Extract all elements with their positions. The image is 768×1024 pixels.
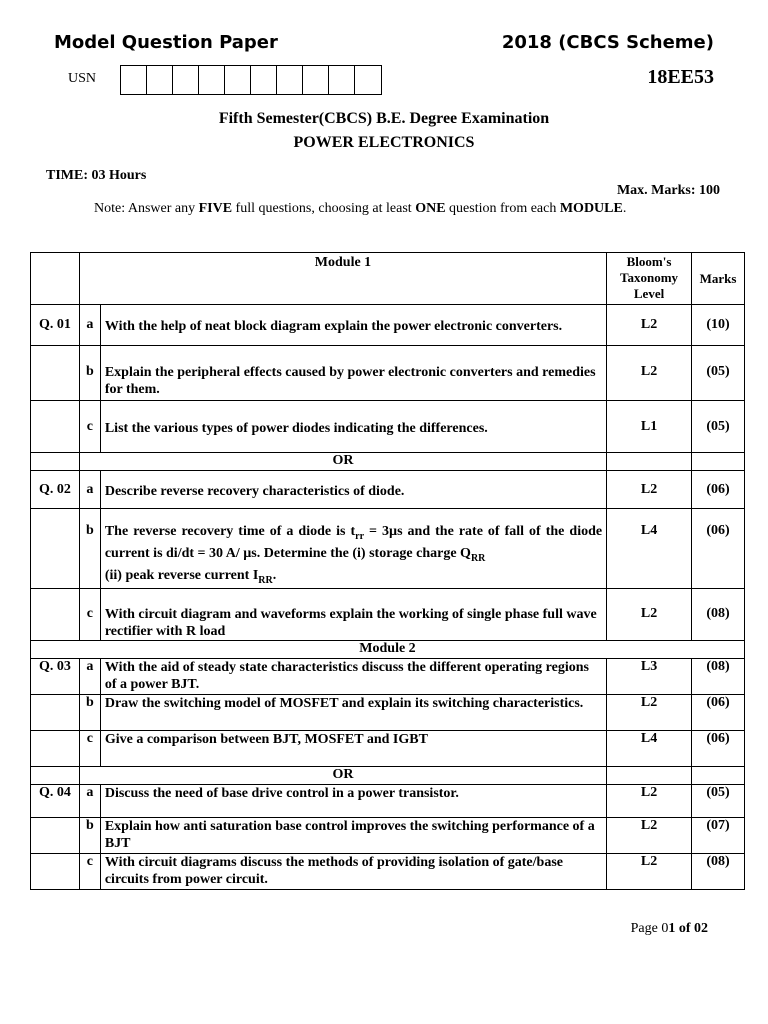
note-text: question from each	[445, 201, 560, 216]
bloom-level: L2	[607, 854, 692, 890]
bloom-level: L1	[607, 401, 692, 453]
table-cell	[692, 767, 745, 785]
table-row	[31, 731, 745, 767]
question-marks: (06)	[692, 695, 745, 731]
question-text: With circuit diagrams discuss the methods of providing isolation of gate/base circuits from power circuit.	[100, 854, 606, 890]
table-cell	[31, 767, 80, 785]
sub-label: a	[79, 471, 100, 509]
exam-title: Fifth Semester(CBCS) B.E. Degree Examination	[218, 110, 550, 127]
max-marks: Max. Marks: 100	[616, 183, 720, 198]
note-text: .	[622, 201, 627, 216]
usn-boxes	[120, 65, 382, 95]
sub-label: b	[79, 509, 100, 589]
table-cell	[31, 854, 80, 890]
sub-label: a	[79, 785, 100, 818]
exam-time: TIME: 03 Hours	[46, 168, 147, 183]
question-text: With the help of neat block diagram explain the power electronic converters.	[100, 305, 606, 346]
table-row	[31, 305, 745, 346]
question-text-part: = 3µs and the rate of fall of the diode current is di/dt = 30 A/ µs. Determine the (i) storage charge Q	[104, 524, 603, 561]
question-table	[30, 252, 745, 890]
subscript: RR	[258, 574, 273, 586]
usn-box	[329, 66, 355, 94]
table-cell	[31, 453, 80, 471]
bloom-level: L2	[607, 305, 692, 346]
table-row	[31, 401, 745, 453]
usn-box	[303, 66, 329, 94]
table-row	[31, 589, 745, 641]
module-heading: Module 1	[79, 253, 606, 305]
table-cell	[31, 401, 80, 453]
table-cell	[31, 253, 80, 305]
question-text: Give a comparison between BJT, MOSFET and IGBT	[100, 731, 606, 767]
table-cell	[607, 767, 692, 785]
or-row	[31, 767, 745, 785]
question-number: Q. 03	[31, 659, 80, 695]
table-cell	[31, 695, 80, 731]
note-text: ONE	[415, 201, 446, 216]
module-row	[31, 641, 745, 659]
question-text: With circuit diagram and waveforms explain the working of single phase full wave rectifier with R load	[100, 589, 606, 641]
question-text: List the various types of power diodes indicating the differences.	[100, 401, 606, 453]
sub-label: a	[79, 659, 100, 695]
or-separator: OR	[79, 767, 606, 785]
usn-box	[199, 66, 225, 94]
usn-label: USN	[68, 71, 97, 86]
question-number: Q. 04	[31, 785, 80, 818]
question-marks: (08)	[692, 854, 745, 890]
note-text: full questions, choosing at least	[232, 201, 416, 216]
sub-label: a	[79, 305, 100, 346]
usn-box	[121, 66, 147, 94]
sub-label: c	[79, 401, 100, 453]
bloom-level: L2	[607, 818, 692, 854]
table-cell	[31, 731, 80, 767]
table-row	[31, 695, 745, 731]
usn-box	[225, 66, 251, 94]
usn-box	[277, 66, 303, 94]
bloom-level: L2	[607, 471, 692, 509]
question-marks: (06)	[692, 509, 745, 589]
table-cell	[607, 453, 692, 471]
question-text: With the aid of steady state characteristics discuss the different operating regions of a power BJT.	[100, 659, 606, 695]
note-text: MODULE	[559, 201, 623, 216]
question-text: Draw the switching model of MOSFET and explain its switching characteristics.	[100, 695, 606, 731]
question-text: Discuss the need of base drive control in a power transistor.	[100, 785, 606, 818]
table-row	[31, 471, 745, 509]
table-row	[31, 785, 745, 818]
scheme-title: 2018 (CBCS Scheme)	[501, 32, 714, 53]
question-text: Explain how anti saturation base control improves the switching performance of a BJT	[100, 818, 606, 854]
question-marks: (06)	[692, 471, 745, 509]
note-text: Note: Answer any	[94, 201, 199, 216]
table-cell	[31, 589, 80, 641]
table-row	[31, 818, 745, 854]
usn-box	[173, 66, 199, 94]
question-marks: (06)	[692, 731, 745, 767]
module-heading: Module 2	[31, 641, 745, 659]
bloom-level: L2	[607, 589, 692, 641]
bloom-level: L4	[607, 509, 692, 589]
paper-title: Model Question Paper	[54, 32, 278, 53]
table-row	[31, 346, 745, 401]
page-number-text: 1 of 02	[668, 921, 708, 936]
bloom-level: L2	[607, 346, 692, 401]
question-text	[100, 509, 606, 589]
sub-label: b	[79, 818, 100, 854]
table-header-row	[31, 253, 745, 305]
instructions-note	[94, 201, 626, 217]
page-number-text: Page 0	[630, 921, 669, 936]
sub-label: c	[79, 731, 100, 767]
question-text: Explain the peripheral effects caused by power electronic converters and remedies for them.	[100, 346, 606, 401]
usn-box	[251, 66, 277, 94]
bloom-header: Bloom's Taxonomy Level	[607, 253, 692, 305]
marks-header: Marks	[692, 253, 745, 305]
question-number: Q. 02	[31, 471, 80, 509]
usn-box	[147, 66, 173, 94]
sub-label: c	[79, 589, 100, 641]
question-marks: (05)	[692, 401, 745, 453]
question-text-part: The reverse recovery time of a diode is t	[104, 524, 356, 539]
bloom-level: L2	[607, 695, 692, 731]
table-row	[31, 509, 745, 589]
sub-label: b	[79, 346, 100, 401]
question-marks: (08)	[692, 659, 745, 695]
table-cell	[31, 346, 80, 401]
question-marks: (08)	[692, 589, 745, 641]
question-marks: (07)	[692, 818, 745, 854]
question-text: Describe reverse recovery characteristics of diode.	[100, 471, 606, 509]
page-number	[631, 921, 708, 937]
question-marks: (05)	[692, 346, 745, 401]
subscript: rr	[355, 530, 365, 542]
or-separator: OR	[79, 453, 606, 471]
note-text: FIVE	[198, 201, 233, 216]
table-cell	[31, 818, 80, 854]
question-text-part: .	[272, 567, 277, 583]
bloom-level: L2	[607, 785, 692, 818]
bloom-level: L3	[607, 659, 692, 695]
sub-label: b	[79, 695, 100, 731]
or-row	[31, 453, 745, 471]
sub-label: c	[79, 854, 100, 890]
usn-box	[355, 66, 381, 94]
question-number: Q. 01	[31, 305, 80, 346]
question-marks: (10)	[692, 305, 745, 346]
table-cell	[31, 509, 80, 589]
subject-code: 18EE53	[647, 66, 714, 88]
question-text-part: (ii) peak reverse current I	[104, 567, 259, 583]
table-row	[31, 659, 745, 695]
subscript: RR	[470, 552, 486, 564]
table-row	[31, 854, 745, 890]
subject-title: POWER ELECTRONICS	[293, 134, 475, 151]
bloom-level: L4	[607, 731, 692, 767]
table-cell	[692, 453, 745, 471]
question-marks: (05)	[692, 785, 745, 818]
